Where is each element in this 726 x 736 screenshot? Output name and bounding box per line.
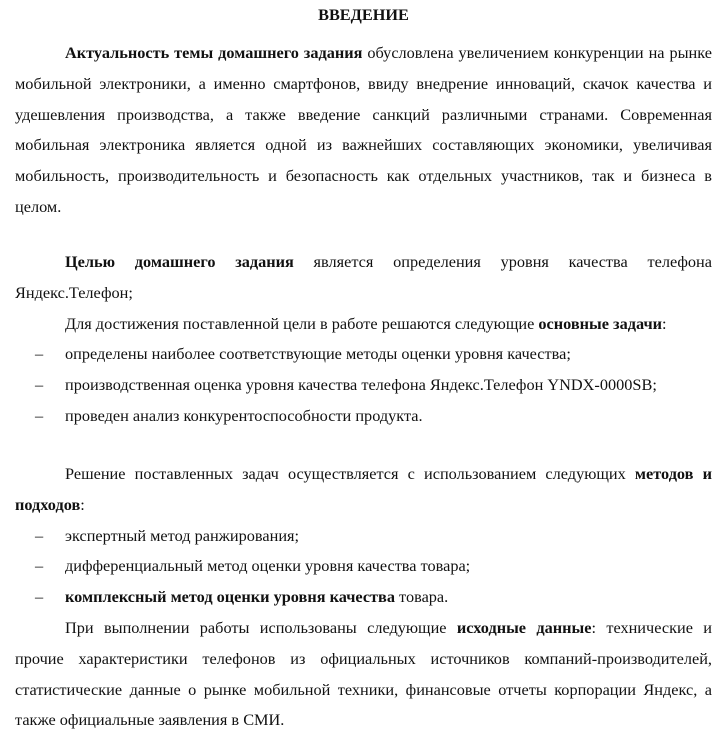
- list-item: [15, 582, 712, 613]
- relevance-paragraph: [15, 38, 712, 223]
- list-item: [15, 370, 712, 401]
- goal-text: является определения уровня качества телефона Яндекс.Телефон;: [15, 252, 712, 302]
- list-item: [15, 551, 712, 582]
- list-item-text: дифференциальный метод оценки уровня качества товара;: [65, 556, 471, 576]
- methods-intro-text: Решение поставленных задач осуществляется с использованием следующих: [65, 464, 635, 483]
- methods-heading: методов и подходов: [15, 464, 712, 514]
- list-item: [15, 339, 712, 370]
- dash-bullet: –: [35, 556, 44, 576]
- list-item: [15, 521, 712, 552]
- list-item-text: проведен анализ конкурентоспособности продукта.: [65, 405, 423, 425]
- list-item: [15, 401, 712, 432]
- list-item-text: товара.: [394, 587, 449, 607]
- dash-bullet: –: [35, 587, 44, 607]
- methods-intro-end: :: [80, 494, 85, 514]
- list-item-bold: комплексный метод оценки уровня качества: [65, 587, 395, 607]
- relevance-text: обусловлена увеличением конкуренции на рынке мобильной электроники, а именно смартфонов, ввиду внедрение инноваций, скачок качества и удешевления производства, а также введение санкций различными странами. Современная мобильная электроника является одной из важнейших составляющих экономики, увеличивая мобильность, производительность и безопасность как отдельных участников, так и бизнеса в целом.: [15, 43, 712, 216]
- dash-bullet: –: [35, 344, 44, 364]
- source-data-paragraph: [15, 613, 712, 736]
- list-item-text: определены наиболее соответствующие методы оценки уровня качества;: [65, 344, 571, 364]
- dash-bullet: –: [35, 375, 44, 395]
- relevance-heading: Актуальность темы домашнего задания: [65, 43, 363, 62]
- methods-section: [15, 459, 712, 736]
- dash-bullet: –: [35, 525, 44, 545]
- tasks-heading: основные задачи: [538, 313, 663, 333]
- tasks-intro: [15, 309, 712, 340]
- goal-heading: Целью домашнего задания: [65, 252, 294, 271]
- list-item-text: экспертный метод ранжирования;: [65, 525, 300, 545]
- source-heading: исходные данные: [456, 617, 592, 637]
- source-intro-text: При выполнении работы использованы следующие: [65, 617, 457, 637]
- source-text: : технические и прочие характеристики телефонов из официальных источников компаний-производителей, статистические данные о рынке мобильной техники, финансовые отчеты корпорации Яндекс, а также официальные заявления в СМИ.: [15, 617, 712, 730]
- page-title: ВВЕДЕНИЕ: [318, 5, 409, 24]
- dash-bullet: –: [35, 405, 44, 425]
- tasks-intro-end: :: [662, 313, 667, 333]
- tasks-intro-text: Для достижения поставленной цели в работе решаются следующие: [65, 313, 539, 333]
- goal-paragraph: [15, 247, 712, 432]
- list-item-text: производственная оценка уровня качества телефона Яндекс.Телефон YNDX-0000SB;: [65, 375, 657, 395]
